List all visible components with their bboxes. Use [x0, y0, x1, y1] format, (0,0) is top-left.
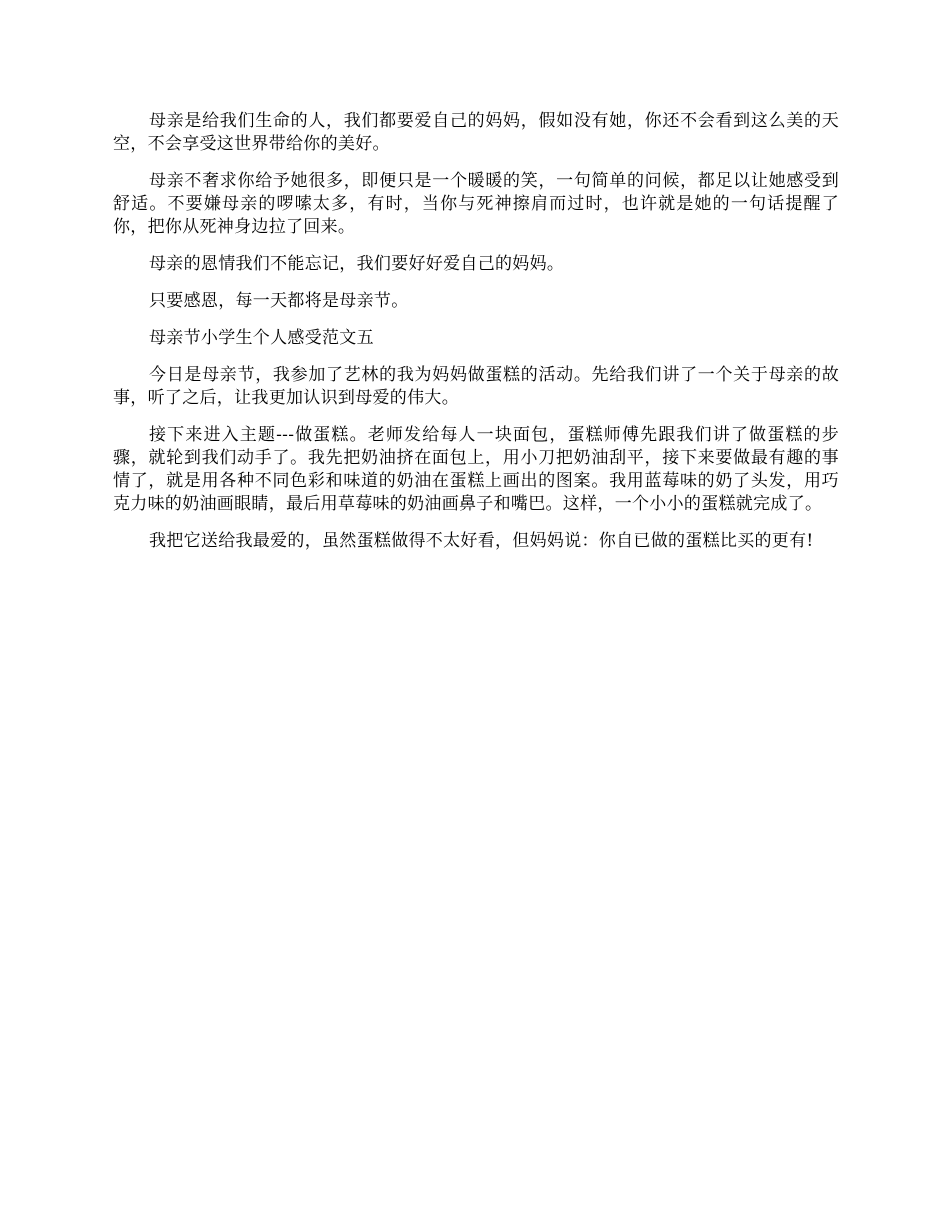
paragraph: 母亲的恩情我们不能忘记，我们要好好爱自己的妈妈。 — [149, 254, 565, 274]
paragraph: 接下来进入主题---做蛋糕。老师发给每人一块面包，蛋糕师傅先跟我们讲了做蛋糕的步骤，就轮到我们动手了。我先把奶油挤在面包上，用小刀把奶油刮平，接下来要做最有趣的事情了，就是用各种不同色彩和味道的奶油在蛋糕上画出的图案。我用蓝莓味的奶了头发，用巧克力味的奶油画眼睛，最后用草莓味的奶油画鼻子和嘴巴。这样，一个小小的蛋糕就完成了。 — [113, 425, 839, 514]
paragraph: 母亲是给我们生命的人，我们都要爱自己的妈妈，假如没有她，你还不会看到这么美的天空，不会享受这世界带给你的美好。 — [113, 111, 839, 154]
paragraph: 我把它送给我最爱的，虽然蛋糕做得不太好看，但妈妈说：你自已做的蛋糕比买的更有! — [149, 531, 814, 551]
paragraph: 今日是母亲节，我参加了艺林的我为妈妈做蛋糕的活动。先给我们讲了一个关于母亲的故事，听了之后，让我更加认识到母爱的伟大。 — [113, 365, 839, 408]
paragraph: 只要感恩，每一天都将是母亲节。 — [149, 291, 409, 311]
paragraph: 母亲不奢求你给予她很多，即便只是一个暖暖的笑，一句简单的问候，都足以让她感受到舒适。不要嫌母亲的啰嗦太多，有时，当你与死神擦肩而过时，也许就是她的一句话提醒了你，把你从死神身边拉了回来。 — [113, 171, 839, 237]
document-body — [113, 110, 839, 567]
section-heading: 母亲节小学生个人感受范文五 — [149, 328, 374, 348]
